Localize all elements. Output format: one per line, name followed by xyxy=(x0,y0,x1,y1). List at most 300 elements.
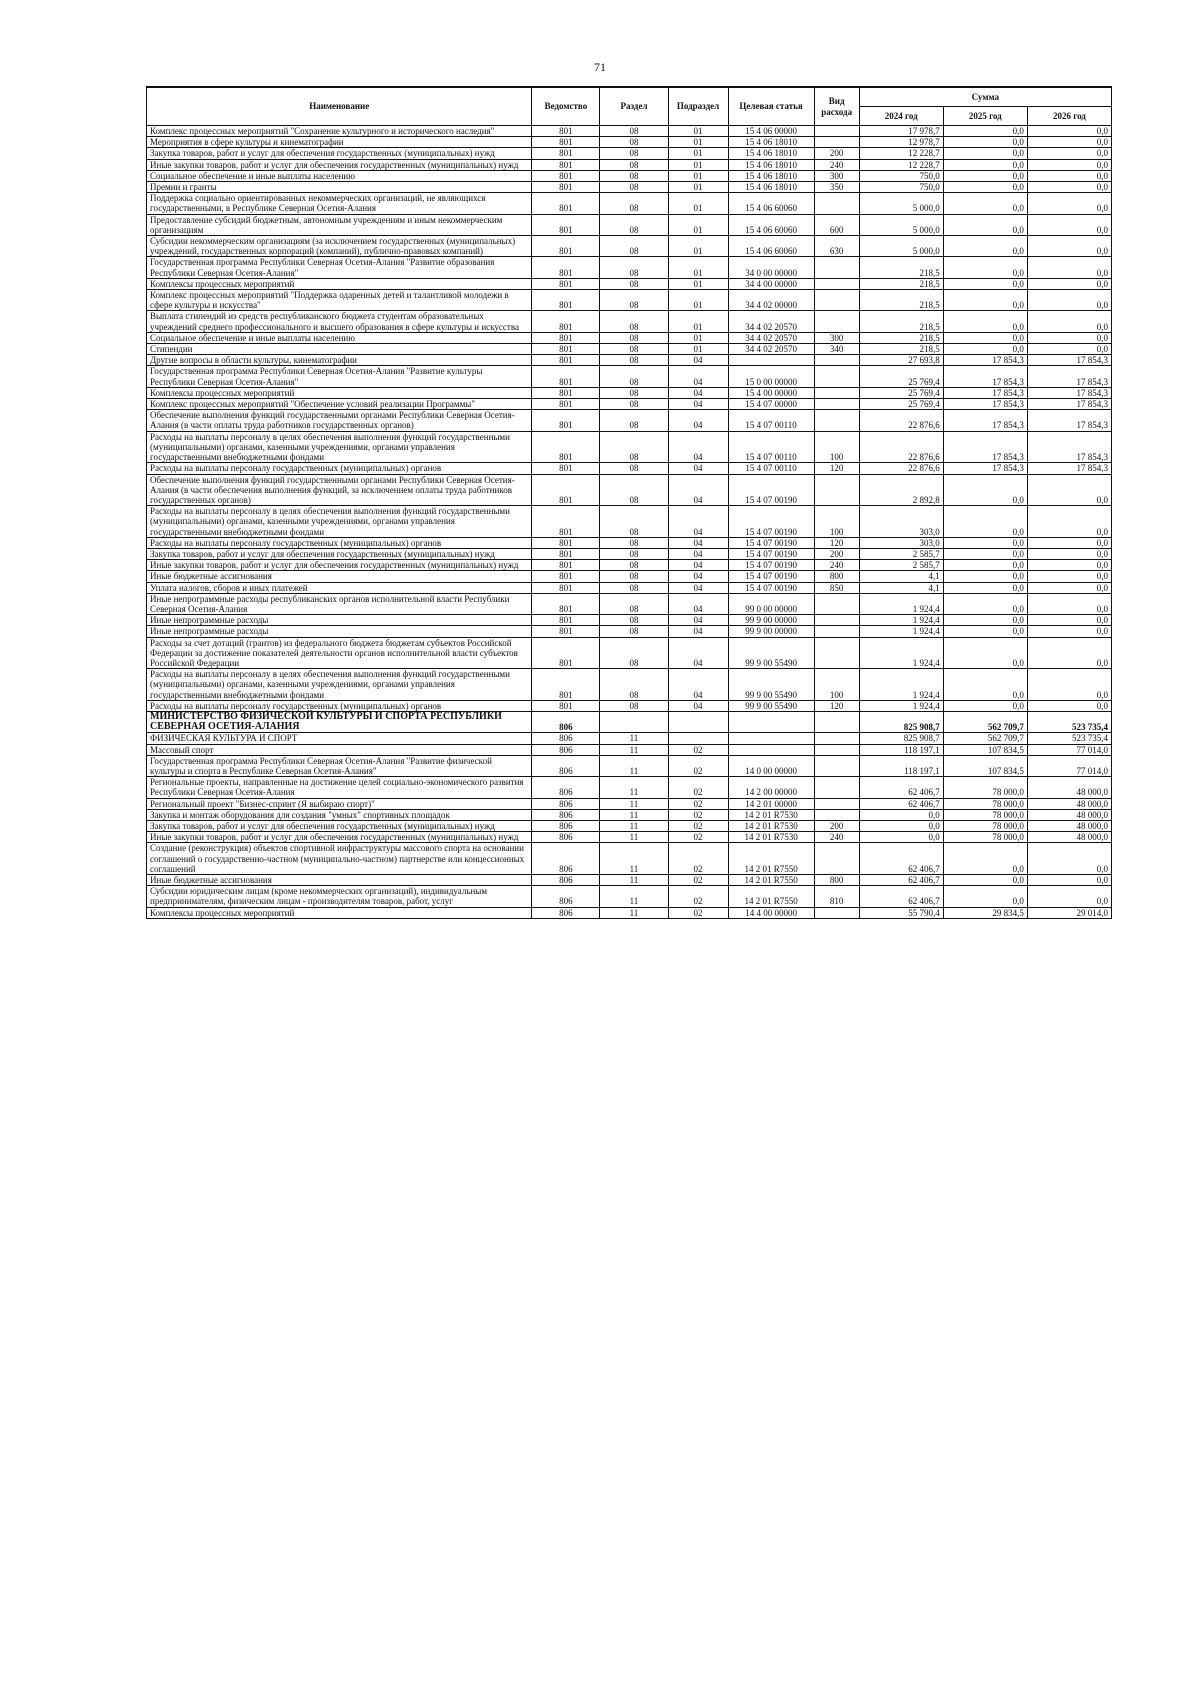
cell-ved: 806 xyxy=(532,744,600,755)
cell-sum-2025: 0,0 xyxy=(943,875,1027,886)
cell-ved: 801 xyxy=(532,560,600,571)
cell-sum-2025: 0,0 xyxy=(943,582,1027,593)
cell-name: Поддержка социально ориентированных некоммерческих организаций, не являющихся государственными, в Республике Северная Осетия-Алания xyxy=(147,193,532,214)
cell-sum-2026: 48 000,0 xyxy=(1027,809,1111,820)
table-row xyxy=(147,137,1112,148)
cell-vid: 100 xyxy=(814,506,859,538)
cell-celevaya: 99 9 00 55490 xyxy=(728,700,814,711)
table-row xyxy=(147,809,1112,820)
cell-celevaya: 99 0 00 00000 xyxy=(728,593,814,614)
cell-razdel: 08 xyxy=(600,182,668,193)
cell-ved: 801 xyxy=(532,626,600,637)
cell-sum-2024: 218,5 xyxy=(859,332,943,343)
cell-podrazdel: 02 xyxy=(668,907,728,918)
table-body xyxy=(147,126,1112,919)
cell-name: Иные закупки товаров, работ и услуг для обеспечения государственных (муниципальных) нужд xyxy=(147,560,532,571)
cell-ved: 801 xyxy=(532,474,600,506)
cell-celevaya: 15 4 06 00000 xyxy=(728,126,814,137)
cell-sum-2026: 48 000,0 xyxy=(1027,777,1111,798)
cell-vid xyxy=(814,711,859,732)
cell-ved: 801 xyxy=(532,355,600,366)
cell-sum-2025: 78 000,0 xyxy=(943,821,1027,832)
table-row xyxy=(147,311,1112,332)
cell-sum-2025: 0,0 xyxy=(943,344,1027,355)
cell-podrazdel: 04 xyxy=(668,669,728,701)
cell-sum-2024: 750,0 xyxy=(859,182,943,193)
cell-podrazdel: 02 xyxy=(668,798,728,809)
cell-sum-2026: 0,0 xyxy=(1027,182,1111,193)
cell-vid: 200 xyxy=(814,148,859,159)
cell-sum-2025: 0,0 xyxy=(943,159,1027,170)
cell-sum-2024: 25 769,4 xyxy=(859,387,943,398)
table-row xyxy=(147,474,1112,506)
table-row xyxy=(147,182,1112,193)
table-row xyxy=(147,366,1112,387)
cell-vid xyxy=(814,290,859,311)
cell-razdel: 11 xyxy=(600,744,668,755)
table-row xyxy=(147,907,1112,918)
cell-podrazdel: 04 xyxy=(668,399,728,410)
cell-sum-2025: 0,0 xyxy=(943,236,1027,257)
cell-podrazdel: 02 xyxy=(668,809,728,820)
cell-vid xyxy=(814,626,859,637)
cell-sum-2025: 17 854,3 xyxy=(943,410,1027,431)
cell-sum-2024: 1 924,4 xyxy=(859,593,943,614)
table-row xyxy=(147,843,1112,875)
cell-razdel: 08 xyxy=(600,126,668,137)
cell-sum-2025: 17 854,3 xyxy=(943,387,1027,398)
cell-vid xyxy=(814,777,859,798)
cell-vid xyxy=(814,798,859,809)
cell-celevaya: 15 4 06 60060 xyxy=(728,193,814,214)
cell-razdel: 11 xyxy=(600,777,668,798)
table-row xyxy=(147,344,1112,355)
cell-vid xyxy=(814,593,859,614)
cell-celevaya: 15 4 06 60060 xyxy=(728,214,814,235)
cell-razdel: 08 xyxy=(600,193,668,214)
table-row xyxy=(147,236,1112,257)
cell-podrazdel: 04 xyxy=(668,537,728,548)
cell-vid: 340 xyxy=(814,344,859,355)
cell-podrazdel: 04 xyxy=(668,626,728,637)
cell-sum-2025: 17 854,3 xyxy=(943,431,1027,463)
cell-ved: 801 xyxy=(532,366,600,387)
cell-sum-2026: 17 854,3 xyxy=(1027,463,1111,474)
cell-sum-2024: 750,0 xyxy=(859,170,943,181)
cell-sum-2025: 0,0 xyxy=(943,626,1027,637)
cell-razdel: 08 xyxy=(600,431,668,463)
cell-vid xyxy=(814,278,859,289)
cell-celevaya xyxy=(728,711,814,732)
cell-razdel: 08 xyxy=(600,615,668,626)
cell-podrazdel: 04 xyxy=(668,560,728,571)
cell-podrazdel: 01 xyxy=(668,344,728,355)
cell-name: Комплекс процессных мероприятий "Поддержка одаренных детей и талантливой молодежи в сфере культуры и искусства" xyxy=(147,290,532,311)
cell-ved: 801 xyxy=(532,537,600,548)
cell-name: Государственная программа Республики Северная Осетия-Алания "Развитие культуры Республики Северная Осетия-Алания" xyxy=(147,366,532,387)
cell-ved: 801 xyxy=(532,159,600,170)
cell-razdel: 08 xyxy=(600,290,668,311)
cell-sum-2024: 218,5 xyxy=(859,344,943,355)
cell-razdel: 08 xyxy=(600,366,668,387)
cell-name: Региональный проект "Бизнес-спринт (Я выбираю спорт)" xyxy=(147,798,532,809)
table-row xyxy=(147,355,1112,366)
cell-name: Иные закупки товаров, работ и услуг для обеспечения государственных (муниципальных) нужд xyxy=(147,159,532,170)
table-row xyxy=(147,431,1112,463)
cell-celevaya: 34 4 02 20570 xyxy=(728,344,814,355)
cell-name: Иные бюджетные ассигнования xyxy=(147,875,532,886)
cell-sum-2024: 2 585,7 xyxy=(859,548,943,559)
cell-vid: 120 xyxy=(814,700,859,711)
cell-podrazdel: 02 xyxy=(668,843,728,875)
cell-sum-2026: 0,0 xyxy=(1027,560,1111,571)
cell-ved: 801 xyxy=(532,126,600,137)
cell-ved: 806 xyxy=(532,843,600,875)
table-row xyxy=(147,593,1112,614)
table-row xyxy=(147,257,1112,278)
cell-razdel: 08 xyxy=(600,637,668,669)
cell-celevaya: 99 9 00 55490 xyxy=(728,637,814,669)
cell-name: Предоставление субсидий бюджетным, автономным учреждениям и иным некоммерческим организациям xyxy=(147,214,532,235)
cell-sum-2024: 62 406,7 xyxy=(859,843,943,875)
cell-ved: 801 xyxy=(532,182,600,193)
cell-sum-2026: 0,0 xyxy=(1027,236,1111,257)
cell-sum-2024: 62 406,7 xyxy=(859,886,943,907)
cell-razdel: 11 xyxy=(600,875,668,886)
cell-ved: 801 xyxy=(532,278,600,289)
cell-sum-2025: 17 854,3 xyxy=(943,463,1027,474)
header-2026: 2026 год xyxy=(1027,107,1111,126)
cell-sum-2026: 0,0 xyxy=(1027,669,1111,701)
cell-vid xyxy=(814,843,859,875)
cell-podrazdel: 04 xyxy=(668,637,728,669)
cell-name: Иные непрограммные расходы xyxy=(147,615,532,626)
cell-name: Расходы за счет дотаций (грантов) из федерального бюджета бюджетам субъектов Российской Федерации за достижение показателей деятельности органов исполнительной власти субъектов Российской Федерации xyxy=(147,637,532,669)
cell-sum-2025: 0,0 xyxy=(943,537,1027,548)
cell-razdel: 08 xyxy=(600,537,668,548)
header-2024: 2024 год xyxy=(859,107,943,126)
cell-sum-2025: 0,0 xyxy=(943,560,1027,571)
cell-ved: 801 xyxy=(532,193,600,214)
cell-sum-2024: 0,0 xyxy=(859,809,943,820)
cell-celevaya: 99 9 00 00000 xyxy=(728,615,814,626)
cell-sum-2026: 0,0 xyxy=(1027,344,1111,355)
cell-vid: 200 xyxy=(814,821,859,832)
cell-name: Расходы на выплаты персоналу в целях обеспечения выполнения функций государственными (муниципальными) органами, казенными учреждениями, органами управления государственными внебюджетными фондами xyxy=(147,669,532,701)
table-row xyxy=(147,669,1112,701)
cell-vid xyxy=(814,387,859,398)
cell-name: Расходы на выплаты персоналу в целях обеспечения выполнения функций государственными (муниципальными) органами, казенными учреждениями, органами управления государственными внебюджетными фондами xyxy=(147,431,532,463)
cell-celevaya: 15 4 07 00110 xyxy=(728,463,814,474)
cell-name: Региональные проекты, направленные на достижение целей социально-экономического развития Республики Северная Осетия-Алания xyxy=(147,777,532,798)
cell-podrazdel: 04 xyxy=(668,506,728,538)
cell-ved: 801 xyxy=(532,290,600,311)
header-name: Наименование xyxy=(147,87,532,126)
cell-celevaya: 14 2 00 00000 xyxy=(728,777,814,798)
cell-podrazdel: 01 xyxy=(668,332,728,343)
cell-sum-2025: 0,0 xyxy=(943,126,1027,137)
cell-vid: 100 xyxy=(814,669,859,701)
cell-sum-2026: 17 854,3 xyxy=(1027,399,1111,410)
cell-sum-2025: 107 834,5 xyxy=(943,744,1027,755)
cell-sum-2026: 0,0 xyxy=(1027,159,1111,170)
cell-vid xyxy=(814,311,859,332)
cell-vid: 240 xyxy=(814,159,859,170)
cell-sum-2026: 0,0 xyxy=(1027,843,1111,875)
cell-sum-2024: 1 924,4 xyxy=(859,626,943,637)
cell-sum-2025: 0,0 xyxy=(943,148,1027,159)
cell-vid xyxy=(814,126,859,137)
table-row xyxy=(147,506,1112,538)
cell-celevaya: 15 4 06 18010 xyxy=(728,137,814,148)
cell-sum-2024: 22 876,6 xyxy=(859,410,943,431)
cell-sum-2026: 17 854,3 xyxy=(1027,366,1111,387)
cell-razdel: 08 xyxy=(600,311,668,332)
cell-sum-2025: 0,0 xyxy=(943,700,1027,711)
cell-name: Закупка товаров, работ и услуг для обеспечения государственных (муниципальных) нужд xyxy=(147,548,532,559)
cell-sum-2025: 0,0 xyxy=(943,571,1027,582)
cell-razdel: 11 xyxy=(600,821,668,832)
cell-sum-2024: 118 197,1 xyxy=(859,755,943,776)
table-row xyxy=(147,798,1112,809)
table-row xyxy=(147,821,1112,832)
cell-sum-2025: 0,0 xyxy=(943,637,1027,669)
cell-ved: 801 xyxy=(532,236,600,257)
cell-sum-2026: 0,0 xyxy=(1027,126,1111,137)
cell-vid: 100 xyxy=(814,431,859,463)
cell-sum-2024: 2 585,7 xyxy=(859,560,943,571)
cell-ved: 806 xyxy=(532,733,600,744)
cell-razdel: 08 xyxy=(600,355,668,366)
cell-razdel: 08 xyxy=(600,582,668,593)
cell-podrazdel: 01 xyxy=(668,193,728,214)
cell-sum-2026: 0,0 xyxy=(1027,506,1111,538)
cell-podrazdel: 04 xyxy=(668,410,728,431)
cell-podrazdel: 01 xyxy=(668,290,728,311)
cell-celevaya: 15 4 07 00190 xyxy=(728,474,814,506)
cell-name: Закупка товаров, работ и услуг для обеспечения государственных (муниципальных) нужд xyxy=(147,821,532,832)
cell-podrazdel: 01 xyxy=(668,159,728,170)
cell-sum-2024: 1 924,4 xyxy=(859,615,943,626)
cell-vid: 800 xyxy=(814,875,859,886)
cell-vid: 630 xyxy=(814,236,859,257)
cell-sum-2026: 0,0 xyxy=(1027,257,1111,278)
cell-vid: 240 xyxy=(814,560,859,571)
cell-ved: 801 xyxy=(532,615,600,626)
cell-name: Расходы на выплаты персоналу государственных (муниципальных) органов xyxy=(147,463,532,474)
cell-sum-2024: 218,5 xyxy=(859,257,943,278)
cell-ved: 801 xyxy=(532,506,600,538)
cell-vid xyxy=(814,637,859,669)
cell-name: Комплексы процессных мероприятий xyxy=(147,278,532,289)
cell-sum-2024: 12 978,7 xyxy=(859,137,943,148)
cell-sum-2024: 825 908,7 xyxy=(859,733,943,744)
cell-name: Субсидии юридическим лицам (кроме некоммерческих организаций), индивидуальным предпринимателям, физическим лицам - производителям товаров, работ, услуг xyxy=(147,886,532,907)
cell-sum-2025: 0,0 xyxy=(943,548,1027,559)
cell-name: Расходы на выплаты персоналу государственных (муниципальных) органов xyxy=(147,537,532,548)
cell-sum-2026: 17 854,3 xyxy=(1027,387,1111,398)
cell-name: Расходы на выплаты персоналу в целях обеспечения выполнения функций государственными (муниципальными) органами, казенными учреждениями, органами управления государственными внебюджетными фондами xyxy=(147,506,532,538)
cell-celevaya: 34 4 02 20570 xyxy=(728,311,814,332)
cell-ved: 806 xyxy=(532,755,600,776)
cell-vid: 300 xyxy=(814,332,859,343)
cell-sum-2024: 0,0 xyxy=(859,832,943,843)
cell-sum-2025: 0,0 xyxy=(943,669,1027,701)
cell-podrazdel: 02 xyxy=(668,821,728,832)
cell-name: Обеспечение выполнения функций государственными органами Республики Северная Осетия-Алания (в части оплаты труда работников государственных органов) xyxy=(147,410,532,431)
cell-podrazdel: 02 xyxy=(668,744,728,755)
cell-podrazdel: 01 xyxy=(668,311,728,332)
cell-ved: 806 xyxy=(532,886,600,907)
cell-sum-2025: 0,0 xyxy=(943,193,1027,214)
table-row xyxy=(147,571,1112,582)
table-row xyxy=(147,159,1112,170)
cell-razdel: 08 xyxy=(600,236,668,257)
table-row xyxy=(147,875,1112,886)
cell-podrazdel: 04 xyxy=(668,615,728,626)
cell-vid: 800 xyxy=(814,571,859,582)
cell-sum-2026: 0,0 xyxy=(1027,311,1111,332)
cell-podrazdel: 04 xyxy=(668,571,728,582)
cell-vid: 300 xyxy=(814,170,859,181)
table-row xyxy=(147,832,1112,843)
table-row xyxy=(147,548,1112,559)
cell-razdel: 08 xyxy=(600,506,668,538)
cell-sum-2026: 48 000,0 xyxy=(1027,821,1111,832)
cell-razdel: 08 xyxy=(600,344,668,355)
cell-podrazdel: 02 xyxy=(668,886,728,907)
cell-razdel: 08 xyxy=(600,387,668,398)
table-row xyxy=(147,711,1112,732)
cell-vid xyxy=(814,907,859,918)
cell-vid: 120 xyxy=(814,537,859,548)
cell-ved: 801 xyxy=(532,582,600,593)
cell-sum-2024: 17 978,7 xyxy=(859,126,943,137)
cell-celevaya: 99 9 00 00000 xyxy=(728,626,814,637)
cell-sum-2024: 825 908,7 xyxy=(859,711,943,732)
cell-podrazdel xyxy=(668,733,728,744)
table-row xyxy=(147,560,1112,571)
cell-ved: 801 xyxy=(532,311,600,332)
cell-podrazdel: 01 xyxy=(668,126,728,137)
cell-sum-2026: 0,0 xyxy=(1027,474,1111,506)
header-podrazdel: Подраздел xyxy=(668,87,728,126)
cell-celevaya: 15 4 07 00110 xyxy=(728,410,814,431)
cell-celevaya: 99 9 00 55490 xyxy=(728,669,814,701)
header-2025: 2025 год xyxy=(943,107,1027,126)
cell-celevaya: 14 2 01 R7550 xyxy=(728,886,814,907)
cell-ved: 801 xyxy=(532,137,600,148)
cell-name: Комплексы процессных мероприятий xyxy=(147,387,532,398)
table-row xyxy=(147,410,1112,431)
cell-sum-2024: 55 790,4 xyxy=(859,907,943,918)
table-row xyxy=(147,700,1112,711)
cell-ved: 801 xyxy=(532,463,600,474)
cell-sum-2025: 562 709,7 xyxy=(943,733,1027,744)
cell-celevaya: 14 2 01 R7530 xyxy=(728,809,814,820)
cell-vid xyxy=(814,366,859,387)
cell-ved: 801 xyxy=(532,700,600,711)
cell-name: Субсидии некоммерческим организациям (за исключением государственных (муниципальных) учреждений, государственных корпораций (компаний), публично-правовых компаний) xyxy=(147,236,532,257)
cell-sum-2026: 0,0 xyxy=(1027,148,1111,159)
cell-sum-2026: 0,0 xyxy=(1027,548,1111,559)
table-row xyxy=(147,733,1112,744)
cell-vid xyxy=(814,474,859,506)
cell-sum-2025: 78 000,0 xyxy=(943,809,1027,820)
cell-sum-2026: 0,0 xyxy=(1027,170,1111,181)
cell-name: Комплексы процессных мероприятий xyxy=(147,907,532,918)
cell-sum-2026: 17 854,3 xyxy=(1027,410,1111,431)
cell-sum-2025: 0,0 xyxy=(943,170,1027,181)
cell-sum-2025: 0,0 xyxy=(943,311,1027,332)
cell-sum-2024: 118 197,1 xyxy=(859,744,943,755)
cell-sum-2024: 12 228,7 xyxy=(859,148,943,159)
cell-celevaya: 34 4 02 00000 xyxy=(728,290,814,311)
cell-vid xyxy=(814,615,859,626)
cell-sum-2026: 0,0 xyxy=(1027,193,1111,214)
table-row xyxy=(147,193,1112,214)
cell-ved: 801 xyxy=(532,332,600,343)
cell-vid: 810 xyxy=(814,886,859,907)
cell-ved: 801 xyxy=(532,344,600,355)
cell-celevaya xyxy=(728,733,814,744)
cell-razdel: 08 xyxy=(600,463,668,474)
cell-celevaya: 15 0 00 00000 xyxy=(728,366,814,387)
cell-sum-2025: 0,0 xyxy=(943,332,1027,343)
cell-sum-2026: 0,0 xyxy=(1027,615,1111,626)
cell-sum-2024: 4,1 xyxy=(859,582,943,593)
cell-razdel: 08 xyxy=(600,159,668,170)
cell-razdel: 08 xyxy=(600,560,668,571)
cell-name: Премии и гранты xyxy=(147,182,532,193)
cell-celevaya: 15 4 07 00190 xyxy=(728,560,814,571)
cell-name: Социальное обеспечение и иные выплаты населению xyxy=(147,332,532,343)
cell-name: Комплекс процессных мероприятий "Обеспечение условий реализации Программы" xyxy=(147,399,532,410)
cell-ved: 801 xyxy=(532,148,600,159)
cell-ved: 806 xyxy=(532,875,600,886)
cell-sum-2024: 62 406,7 xyxy=(859,875,943,886)
cell-name: Массовый спорт xyxy=(147,744,532,755)
cell-name: Иные закупки товаров, работ и услуг для обеспечения государственных (муниципальных) нужд xyxy=(147,832,532,843)
cell-sum-2025: 0,0 xyxy=(943,137,1027,148)
cell-sum-2025: 0,0 xyxy=(943,257,1027,278)
cell-sum-2024: 218,5 xyxy=(859,311,943,332)
cell-podrazdel: 04 xyxy=(668,387,728,398)
table-row xyxy=(147,744,1112,755)
cell-name: Иные бюджетные ассигнования xyxy=(147,571,532,582)
table-row xyxy=(147,278,1112,289)
cell-podrazdel: 02 xyxy=(668,755,728,776)
cell-razdel: 11 xyxy=(600,798,668,809)
cell-razdel: 08 xyxy=(600,548,668,559)
table-row xyxy=(147,126,1112,137)
table-row xyxy=(147,637,1112,669)
cell-vid xyxy=(814,733,859,744)
cell-sum-2024: 303,0 xyxy=(859,506,943,538)
cell-sum-2026: 0,0 xyxy=(1027,571,1111,582)
cell-vid xyxy=(814,257,859,278)
header-celevaya: Целевая статья xyxy=(728,87,814,126)
cell-sum-2024: 1 924,4 xyxy=(859,637,943,669)
cell-sum-2024: 12 228,7 xyxy=(859,159,943,170)
table-row xyxy=(147,582,1112,593)
cell-podrazdel: 01 xyxy=(668,170,728,181)
cell-sum-2024: 218,5 xyxy=(859,278,943,289)
cell-razdel: 08 xyxy=(600,257,668,278)
cell-celevaya: 15 4 07 00190 xyxy=(728,537,814,548)
table-row xyxy=(147,387,1112,398)
cell-sum-2025: 0,0 xyxy=(943,474,1027,506)
